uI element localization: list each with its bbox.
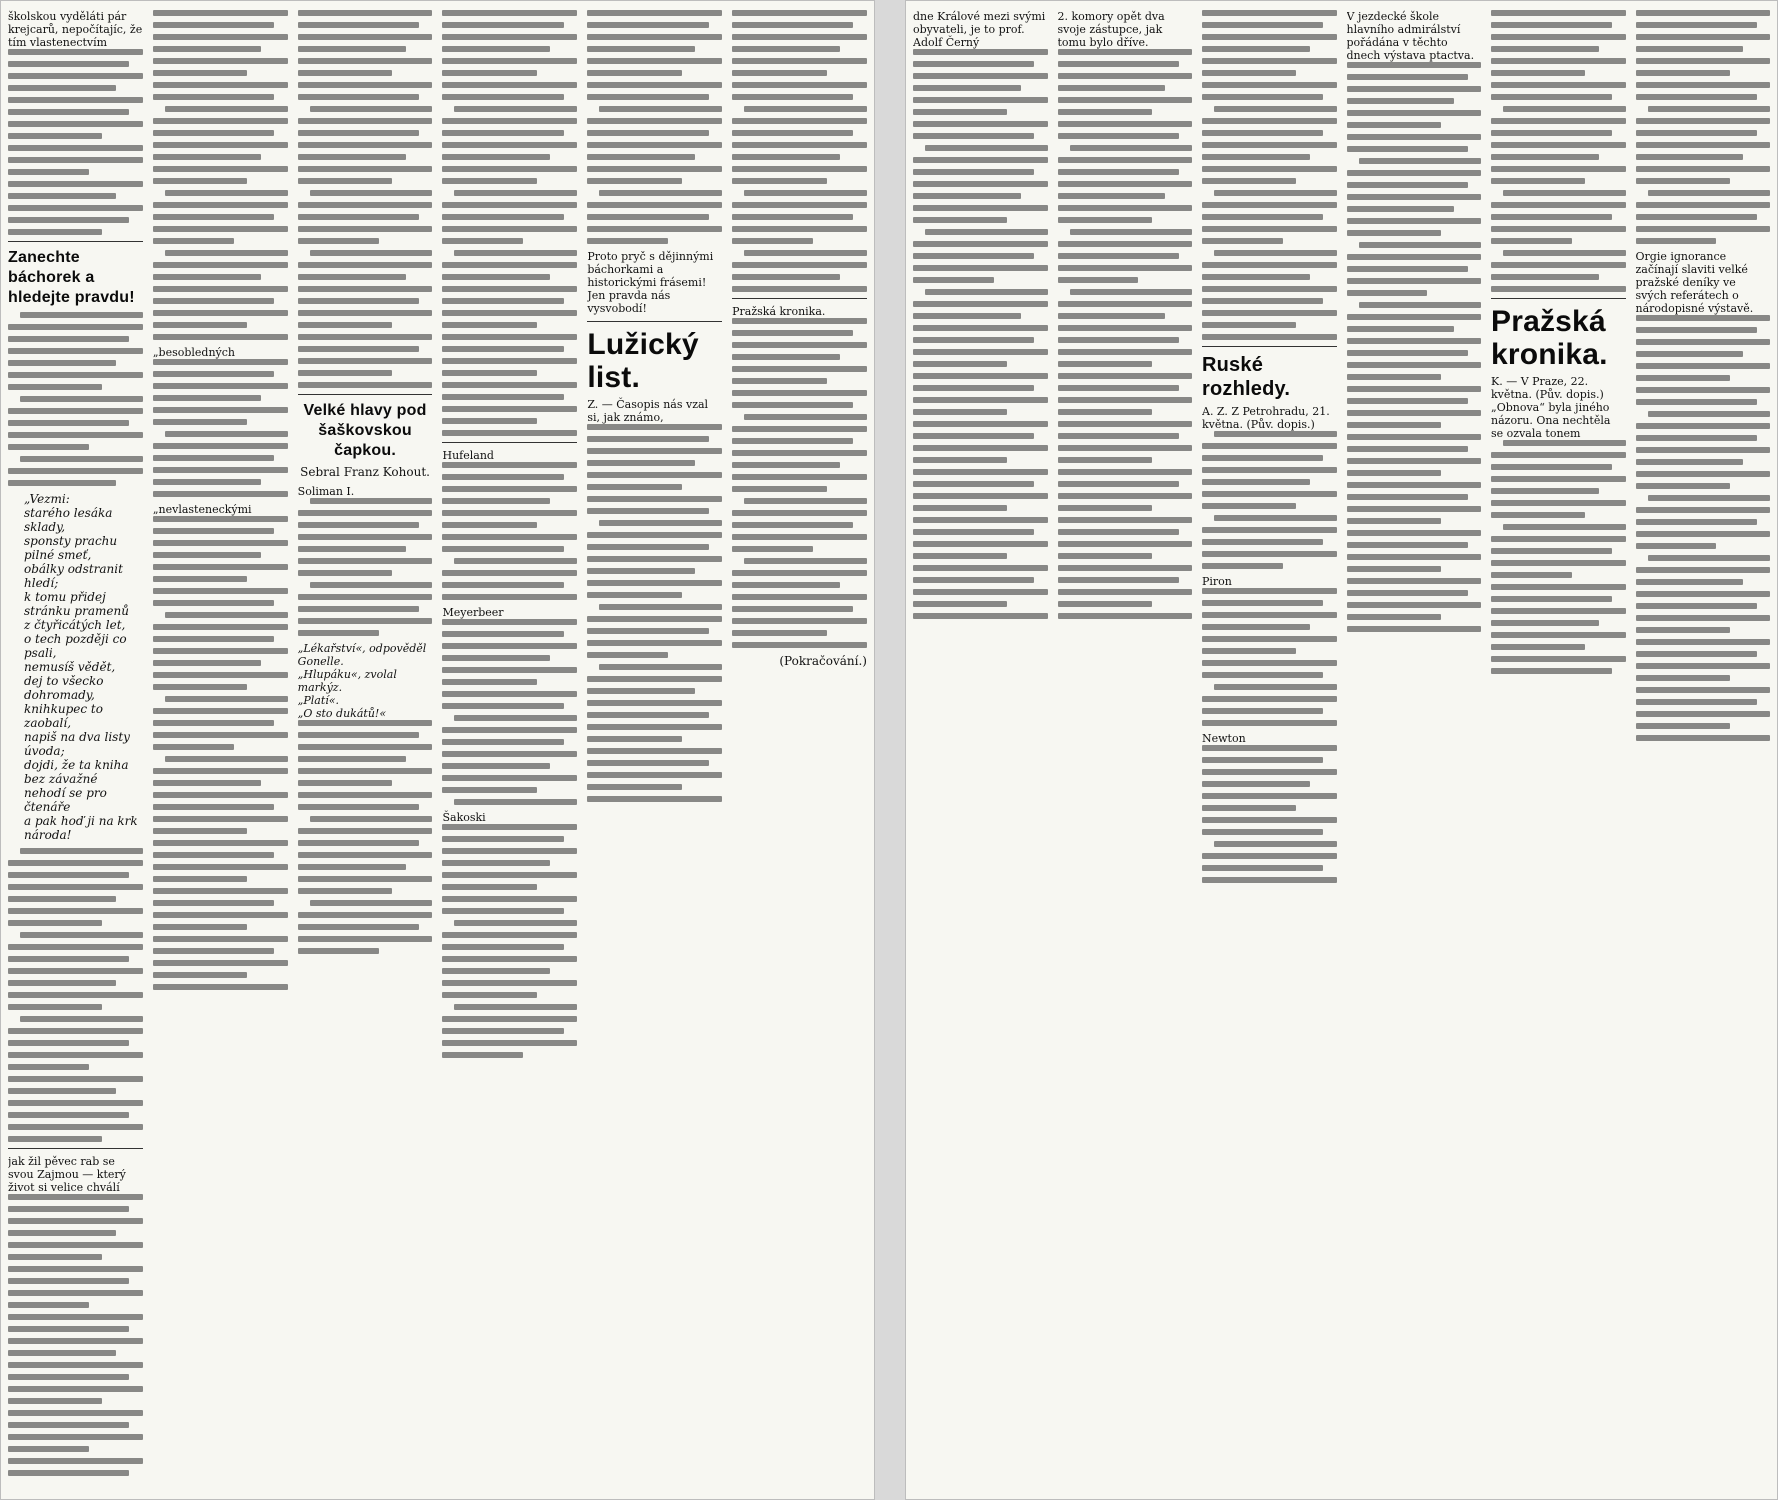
verse-line: nemusíš vědět,: [24, 660, 116, 674]
body-text: [442, 824, 577, 1058]
left-columns: [8, 10, 867, 1490]
section-headline: Pražská kronika.: [1491, 305, 1608, 371]
verse-line: obálky odstranit hledí;: [24, 562, 123, 590]
body-text: [8, 49, 143, 235]
body-text: [153, 359, 288, 497]
left-col-3: [298, 10, 433, 1490]
body-text: [1347, 62, 1482, 632]
right-col-6: [1636, 10, 1771, 1490]
left-col-2: [153, 10, 288, 1490]
subhead: Newton: [1202, 732, 1246, 745]
body-text: [1058, 49, 1193, 619]
left-col-6: [732, 10, 867, 1490]
dateline: K. — V Praze, 22. května. (Pův. dopis.): [1491, 375, 1604, 401]
verse-heading: „Vezmi:: [24, 492, 70, 506]
body-text: [587, 424, 722, 802]
body-text: [1202, 588, 1337, 726]
article-title-block: [298, 401, 433, 479]
body-text: [587, 10, 722, 244]
excerpt-phrase: „nevlasteneckými: [152, 503, 252, 516]
body-text: [298, 10, 433, 388]
quote: „Lékařství«, odpověděl Gonelle.: [297, 642, 427, 668]
body-text: [1636, 315, 1771, 741]
body-text: [1202, 431, 1337, 569]
quote: „Hlupáku«, zvolal markýz.: [297, 668, 397, 694]
subhead: Piron: [1202, 575, 1232, 588]
excerpt: „Obnova“ byla jiného názoru. Ona nechtěla se ozvala tonem: [1491, 401, 1611, 440]
left-col-1: [8, 10, 143, 1490]
section-label: Pražská kronika.: [732, 305, 826, 318]
verse-line: a pak hoď ji na krk národa!: [24, 814, 138, 842]
divider: [732, 298, 867, 299]
footer-excerpt: jak žil pěvec rab se svou Zajmou — který život si velice chválí: [8, 1155, 126, 1194]
verse-line: dojdi, že ta kniha bez závažné: [24, 758, 129, 786]
body-text: [1202, 10, 1337, 340]
body-text: [1636, 10, 1771, 244]
right-col-1: [913, 10, 1048, 1490]
body-text: [1202, 745, 1337, 883]
right-col-3: [1202, 10, 1337, 1490]
article-byline: Sebral Franz Kohout.: [300, 465, 430, 479]
lead: Z. — Časopis nás vzal si, jak známo,: [587, 398, 709, 424]
verse-line: knihkupec to zaobalí,: [24, 702, 103, 730]
divider: [1202, 346, 1337, 347]
verse-line: sponsty prachu pilné smeť,: [24, 534, 118, 562]
body-text: [442, 10, 577, 436]
body-text: [913, 49, 1048, 619]
verse-line: z čtyřicátých let,: [24, 618, 126, 632]
body-text: [8, 312, 143, 486]
body-text: [298, 720, 433, 954]
divider: [587, 321, 722, 322]
essay-headline: Zanechte báchorek a hledejte pravdu!: [8, 249, 135, 306]
excerpt: V jezdecké škole hlavního admirálství pořádána v těchto dnech výstava ptactva.: [1346, 10, 1475, 62]
excerpt-phrase: „besobledných: [152, 346, 236, 359]
right-columns: [913, 10, 1770, 1490]
subhead: Hufeland: [442, 449, 494, 462]
left-col-5: [587, 10, 722, 1490]
body-text: [1491, 440, 1626, 674]
body-text: [442, 619, 577, 805]
excerpt: Orgie ignorance začínají slaviti velké pražské deníky ve svých referátech o národopisné výstavě.: [1635, 250, 1754, 315]
verse-line: starého lesáka sklady,: [24, 506, 113, 534]
quote: „Platí«.: [297, 694, 339, 707]
body-text: [153, 10, 288, 340]
body-text: [732, 318, 867, 648]
continuation-signature: (Pokračování.): [779, 654, 867, 668]
body-text: [153, 516, 288, 990]
body-text: [1491, 10, 1626, 292]
excerpt: 2. komory opět dva svoje zástupce, jak tomu bylo dříve.: [1057, 10, 1165, 49]
verse-line: o tech později co psali,: [24, 632, 127, 660]
divider: [1491, 298, 1626, 299]
verse-line: nehodí se pro čtenáře: [24, 786, 107, 814]
body-text: [442, 462, 577, 600]
dateline: A. Z. Z Petrohradu, 21. května. (Pův. dopis.): [1202, 405, 1330, 431]
divider: [8, 241, 143, 242]
body-text: [732, 10, 867, 292]
divider: [8, 1148, 143, 1149]
right-page: [905, 0, 1778, 1500]
left-page: [0, 0, 875, 1500]
right-col-5: [1491, 10, 1626, 1490]
verse-line: dej to všecko dohromady,: [24, 674, 104, 702]
body-text: [8, 1194, 143, 1476]
subhead: Meyerbeer: [442, 606, 504, 619]
opening-fragment: dne Králové mezi svými obyvateli, je to prof. Adolf Černý: [913, 10, 1046, 49]
subhead: Soliman I.: [297, 485, 355, 498]
body-text: [298, 498, 433, 636]
article-headline: Velké hlavy pod šaškovskou čapkou.: [303, 402, 427, 459]
quote: „O sto dukátů!«: [297, 707, 387, 720]
divider: [298, 394, 433, 395]
intro-fragment: školskou vyděláti pár krejcarů, nepočítajíc, že tím vlastenectvím: [8, 10, 143, 49]
section-headline: Lužický list.: [587, 328, 699, 394]
body-text: [8, 848, 143, 1142]
section-headline: Ruské rozhledy.: [1202, 354, 1291, 400]
satirical-verse: [24, 492, 143, 842]
verse-line: napiš na dva listy úvoda;: [24, 730, 130, 758]
right-col-2: [1058, 10, 1193, 1490]
right-col-4: [1347, 10, 1482, 1490]
verse-line: k tomu přidej stránku pramenů: [24, 590, 129, 618]
divider: [442, 442, 577, 443]
closing-line: Proto pryč s dějinnými báchorkami a historickými frásemi! Jen pravda nás vysvobodí!: [587, 250, 714, 315]
subhead: Šakoski: [442, 811, 486, 824]
left-col-4: [442, 10, 577, 1490]
